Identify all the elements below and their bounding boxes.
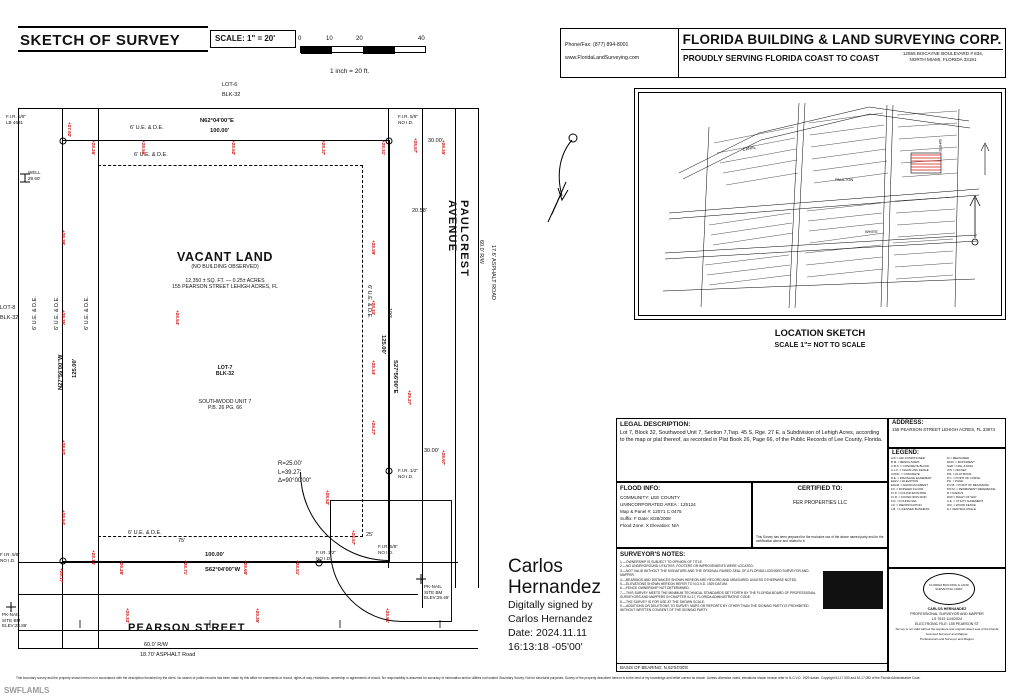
survey-document: SKETCH OF SURVEY SCALE: 1" = 20' 0 10 20 40 1 inch = 20 ft. Phone/Fax: (877) 894-8001 www.FloridaLandSurveying.com FLORIDA BUILDING & LAND SURVEYING CORP. PROUDLY SERVING FLORIDA COAST TO COAST 12555 BISCAYNE BOULEVARD # 834, NORTH MIAMI, FLORIDA 33181 CANAL PAULTON WHITE WHITE LOCATION SKETCH SCALE 1"= NOT TO SCALE LEGAL DESCRIPTION: Lot 7, Block 32, Southwood Unit 7, Section 7,Twp. 45 S, Rge. 27 E, a Subdivision of Lehigh Acres, according to the map or plat thereof, as recorded in Plat Book 26, Page 66, of the Public Records of Lee County, Florida. FLOOD INFO: COMMUNITY: LEE COUNTY UNINCORPORATED AREA : 125124 Map & Panel #: 12071 C 0475 Suffix: F Date: 8/28/2008 Flood Zone: X Elevation: N/A CERTIFIED TO: FER PROPERTIES LLC This Survey has been prepared for the exclusive use of the above named party and for the certification above and related to it. SURVEYOR'S NOTES: 1.—OWNERSHIP IS SUBJECT TO OPINION OF TITLE. 2.—NO UNDERGROUND UTILITIES, FOOTERS OR IMPROVEMENTS WERE LOCATED. 3.—NOT VALID WITHOUT THE SIGNATURE AND THE ORIGINAL RAISED SEAL OF A FLORIDA LICENSED SURVEYOR AND MAPPER. 4.—BEARINGS AND DISTANCES SHOWN HEREON ARE RECORD AND MEASURED UNLESS OTHERWISE NOTED. 5.—ELEVATIONS SHOWN HEREON REFER TO N.G.V.D. 1929 DATUM. 6.—FENCE OWNERSHIP NOT DETERMINED. 7.—THIS SURVEY MEETS THE MINIMUM TECHNICAL STANDARDS SET FORTH BY THE FLORIDA BOARD OF PROFESSIONAL SURVEYORS AND MAPPERS IN CHAPTER 5J-17, FLORIDA ADMINISTRATIVE CODE. 8.—THE SURVEY IS FOR USE AT THE SHOWN SCALE. 9.—ADDITIONS OR DELETIONS TO SURVEY MAPS OR REPORTS BY OTHER THAN THE SIGNING PARTY IS PROHIBITED WITHOUT WRITTEN CONSENT OF THE SIGNING PARTY. BASIS OF BEARING: N.62'04'00'E ADDRESS: 155 PEARSON STREET LEHIGH ACRES, FL 33974 LEGEND: A/C = AIR CONDITIONER B.M. = BENCH MARK C.B.S. = CONCRETE BLOCK C.L.F. = CHAIN LINK FENCE CONC. = CONCRETE D.E. = DRAINAGE EASEMENT ELEV. = ELEVATION ENCR. = ENCROACHMENT F.F. = FINISHED FLOOR F.I.P. = FOUND IRON PIPE F.I.R. = FOUND IRON ROD F.N. = FOUND NAIL I.D. = IDENTIFICATION L.B. = LICENSED BUSINESS M = MEASURED MON. = MONUMENT N&D = NAIL & DISK O/S = OFFSET P.B. = PLAT BOOK P.C. = POINT OF CURVE PG. = PAGE P.O.B. = POINT OF BEGINNING P.R.M. = PERMANENT REFERENCE R = RADIUS R/W = RIGHT OF WAY U.E. = UTILITY EASEMENT W.F. = WOOD FENCE Δ = CENTRAL ANGLE FLORIDA BUILDING & LAND SURVEYING CORP. CARLOS HERNANDEZ PROFESSIONAL SURVEYOR AND MAPPER LS 7619 11/4/2024 ELECTRONIC FILE: 155 PEARSON ST Survey is not valid without the signature and original raised seal of the Florida Licensed Surveyor and Mapper. Professional Land Surveyor and Mapper This boundary survey and the property shown hereon is in accordance with the description furnished by the client. No search of public records has been made by this office for easements of record, rights-of-way, restrictions, ownership or agreements of record. No responsibility is assumed for accuracy of information and/or utilities not located. Boundary Survey. Not for structural purposes. Survey of the property described hereon is to the best of my knowledge and belief correct as shown. Unless otherwise noted, elevations shown hereon refer to N.G.V.D. 1929 datum. Copyright 5J-17.050 and 5J-17.052 of the Florida Administrative Code. SWFLAMLS Carlos Hernandez Digitally signed by Carlos Hernandez Date: 2024.11.11 16:13:18 -05'00' N62°04'00"E 100.00' 100.00' S62°04'00"W N27°56'00"W 125.00' S27°56'00"E 125.00' 6' U.E. & D.E. 6' U.E. & D.E. 6' U.E. & D.E. 6' U.E. & D.E. 6' U.E. & D.E. 6' U.E. & D.E. 6' U.E. & D.E. LOT-6 BLK-32 LOT-8 BLK-32 VACANT LAND (NO BUILDING OBSERVED) 12,350 ± SQ. FT. — 0.25± ACRES 155 PEARSON STREET LEHIGH ACRES, FL LOT-7 BLK-32 SOUTHWOOD UNIT 7 P.B. 26 PG. 66 30.00' 20.58' 100' 30.00' 75' 25' R=25.00' L=39.27' Δ=90°00'00" F.I.R. 5/8" LB 4631 F.I.R. 5/8" NO I.D. F.I.R. 1/2" NO I.D. F.I.R. 1/2" NO I.D. F.I.R. 5/8" NO I.D. F.I.R. 5/8" NO I.D. PK-NAIL SITE BM ELEV:29.45' PK-NAIL SITE BM ELEV:28.86' WELL 29.60' PAULCREST AVENUE 60.0' R/W 17.6' ASPHALT ROAD PEARSON STREET 60.0' R/W 18.70' ASPHALT Road +27.92' +28.26' +28.56' +28.52' +28.37' +28.31' +28.35' +28.57' +28.39' +28.35' +28.52' +28.54' +28.39' +28.33' +28.34' +29.27' +29.27' +28.97' +28.54' +28.52' +28.57' +28.51' +28.68' +28.71' +29.28' +28.14' +28.17' +29.33' +29.35' +28.51' — [0, 0, 1024, 699]
pearson-pave: 18.70' ASPHALT Road — [140, 652, 196, 658]
scale-bar — [300, 46, 426, 53]
ue-label-west-2: 6' U.E. & D.E. — [84, 296, 90, 330]
scale-bar-caption: 1 inch = 20 ft. — [330, 68, 370, 75]
parcel-drawing — [0, 60, 560, 680]
elev-tick: +28.35' — [441, 140, 446, 156]
elev-tick: +28.39' — [371, 240, 376, 256]
offset-2058: 20.58' — [412, 208, 427, 214]
elev-tick: +29.27' — [371, 420, 376, 436]
subdivision-line-2: P.B. 26 PG. 66 — [208, 405, 242, 411]
seal-line-3: LS 7619 11/4/2024 — [931, 617, 963, 621]
offset-75: 75' — [178, 538, 186, 544]
benchmark-symbol-2 — [4, 600, 18, 614]
curve-delta: Δ=90°00'00" — [278, 478, 312, 484]
disclaimer-text: This boundary survey and the property shown hereon is in accordance with the description furnished by the client. No search of public records has been made by this office for easements of record, rights-of-way, restrictions, ownership or agreements of record. No responsibility is assumed for accuracy of information and/or utilities not located. Boundary Survey. Not for structural purposes. Survey of the property described hereon is to the best of my knowledge and belief correct as shown. Unless otherwise noted, elevations shown hereon refer to N.G.V.D. 1929 datum. Copyright 5J-17.050 and 5J-17.052 of the Florida Administrative Code. — [16, 676, 921, 680]
monument-symbol-ne — [382, 134, 396, 148]
flood-line-2: UNINCORPORATED AREA : 125124 — [620, 502, 696, 507]
signature-line-1: Digitally signed by — [508, 599, 593, 611]
row-line-west — [18, 108, 19, 648]
monument-2: F.I.R. 5/8" NO I.D. — [398, 114, 419, 125]
street-centerline-east — [455, 108, 456, 588]
flood-line-3: Map & Panel #: 12071 C 0475 — [620, 509, 682, 514]
scale-label-box — [210, 30, 296, 48]
title-block — [560, 28, 1006, 78]
seal-block — [888, 568, 1006, 672]
well-label: WELL 29.60' — [28, 170, 41, 181]
elev-tick: +28.31' — [381, 140, 386, 156]
subdivision-line-1: SOUTHWOOD UNIT 7 — [198, 399, 252, 405]
address-body: 155 PEARSON STREET LEHIGH ACRES, FL 33974 — [892, 427, 995, 432]
elev-tick: +28.35' — [61, 310, 66, 326]
title-block-divider — [681, 49, 1003, 50]
curve-length: L=39.27' — [278, 469, 302, 476]
surveyor-seal-icon — [923, 573, 975, 605]
elev-tick: +28.39' — [61, 230, 66, 246]
street-name-pearson: PEARSON STREET — [128, 622, 246, 634]
elev-tick: +28.97' — [441, 450, 446, 466]
legal-body: Lot 7, Block 32, Southwood Unit 7, Section 7,Twp. 45 S, Rge. 27 E, a Subdivision of Lehigh Acres, according to the map or plat thereof, as recorded in Plat Book 26, Page 66, of the Public Records of Lee County, Florida. — [620, 430, 883, 444]
signature-image — [823, 571, 883, 609]
elev-tick: +27.92' — [67, 122, 72, 138]
address-block — [888, 418, 1006, 448]
bearing-south: S62°04'00"W — [205, 567, 241, 573]
row-line-top — [18, 108, 478, 109]
ue-label-west: 6' U.E. & D.E. — [54, 296, 60, 330]
monument-bm-2: PK-NAIL SITE BM ELEV:28.86' — [2, 612, 28, 629]
street-tick-marks — [70, 620, 450, 636]
location-sketch-subtitle: SCALE 1"= NOT TO SCALE — [774, 342, 866, 349]
company-address: 12555 BISCAYNE BOULEVARD # 834, NORTH MIAMI, FLORIDA 33181 — [902, 51, 984, 62]
svg-text:CANAL: CANAL — [742, 144, 757, 152]
offset-30-top: 30.00' — [428, 138, 443, 144]
seal-line-2: PROFESSIONAL SURVEYOR AND MAPPER — [910, 612, 984, 616]
dim-south: 100.00' — [205, 552, 225, 558]
legend-column-2: M = MEASURED MON. = MONUMENT N&D = NAIL & DISK O/S = OFFSET P.B. = PLAT BOOK P.C. = POINT OF CURVE PG. = PAGE P.O.B. = POINT OF BEGINNING P.R.M. = PERMANENT REFERENCE R = RADIUS R/W = RIGHT OF WAY U.E. = UTILITY EASEMENT W.F. = WOOD FENCE Δ = CENTRAL ANGLE — [947, 456, 996, 511]
elev-tick: +28.52' — [231, 140, 236, 156]
flood-line-4: Suffix: F Date: 8/28/2008 — [620, 516, 671, 521]
legend-column-1: A/C = AIR CONDITIONER B.M. = BENCH MARK C.B.S. = CONCRETE BLOCK C.L.F. = CHAIN LINK FENCE CONC. = CONCRETE D.E. = DRAINAGE EASEMENT ELEV. = ELEVATION ENCR. = ENCROACHMENT F.F. = FINISHED FLOOR F.I.P. = FOUND IRON PIPE F.I.R. = FOUND IRON ROD F.N. = FOUND NAIL I.D. = IDENTIFICATION L.B. = LICENSED BUSINESS — [891, 456, 932, 511]
lot8-label: LOT-8 — [0, 305, 16, 311]
offset-25: 25' — [366, 532, 374, 538]
seal-circle-text: FLORIDA BUILDING & LAND SURVEYING CORP. — [929, 583, 969, 591]
company-name: FLORIDA BUILDING & LAND SURVEYING CORP. — [682, 32, 1002, 47]
monument-1: F.I.R. 5/8" LB 4631 — [6, 114, 27, 125]
dim-east: 125.00' — [380, 335, 386, 355]
monument-6: F.I.R. 5/8" NO I.D. — [0, 552, 21, 563]
blk32-label: BLK-32 — [215, 371, 235, 377]
flood-line-1: COMMUNITY: LEE COUNTY — [620, 495, 680, 500]
website-text: www.FloridaLandSurveying.com — [565, 55, 640, 61]
dim-west: 125.00' — [72, 358, 78, 378]
elev-tick: +29.33' — [125, 608, 130, 624]
notes-heading: SURVEYOR'S NOTES: — [620, 551, 686, 558]
monument-symbol-se — [382, 464, 396, 478]
seal-line-6: Professional Land Surveyor and Mapper — [920, 637, 974, 641]
curve-radius: R=25.00' — [278, 461, 302, 467]
elev-tick: +28.56' — [141, 140, 146, 156]
svg-text:PAULTON: PAULTON — [835, 177, 854, 182]
elev-tick: +28.54' — [61, 510, 66, 526]
elev-tick: +28.14' — [91, 550, 96, 566]
flood-heading: FLOOD INFO: — [620, 485, 661, 492]
row-line-south — [18, 648, 478, 649]
curve-row-line — [330, 500, 452, 622]
elev-tick: +28.57' — [351, 530, 356, 546]
bearing-east: S27°56'00"E — [392, 360, 398, 394]
monument-3: F.I.R. 1/2" NO I.D. — [398, 468, 419, 479]
elev-tick: +28.34' — [371, 360, 376, 376]
page-title: SKETCH OF SURVEY — [20, 32, 181, 49]
elev-tick: +28.51' — [295, 560, 300, 576]
elev-tick: +28.54' — [175, 310, 180, 326]
elev-tick: +28.52' — [61, 440, 66, 456]
surveyor-notes-block — [616, 548, 888, 672]
title-block-contact — [561, 29, 679, 77]
row-line-east — [478, 108, 479, 588]
offset-30-bottom: 30.00' — [424, 448, 439, 454]
ue-label-east: 6' U.E. & D.E. — [366, 285, 372, 319]
street-name-paulcrest: PAULCREST AVENUE — [446, 200, 470, 278]
basis-of-bearing: BASIS OF BEARING: N.62'04'00'E — [617, 663, 887, 671]
elev-tick: +29.28' — [119, 560, 124, 576]
seal-line-4: ELECTRONIC FILE: 155 PEARSON ST — [915, 622, 979, 626]
elev-tick: +28.17' — [59, 568, 64, 584]
ue-label-top-2: 6' U.E. & D.E. — [134, 152, 168, 158]
lot6-label: LOT-6 — [222, 82, 238, 88]
certified-heading: CERTIFIED TO: — [797, 485, 843, 492]
lot7-label: LOT-7 — [217, 365, 233, 371]
vacant-title: VACANT LAND — [177, 250, 273, 264]
ue-label-bottom: 6' U.E. & D.E. — [128, 530, 162, 536]
ue-label-row-west: 6' U.E. & D.E. — [32, 296, 38, 330]
vacant-land-label — [120, 250, 330, 290]
certified-to-block — [752, 482, 888, 548]
signature-line-4: 16:13:18 -05'00' — [508, 641, 583, 653]
location-sketch-frame — [634, 88, 1006, 320]
monument-symbol-nw — [56, 134, 70, 148]
lot7-block-label — [180, 365, 270, 411]
seal-line-1: CARLOS HERNANDEZ — [927, 607, 967, 611]
signature-name: Carlos Hernandez — [508, 556, 601, 598]
elev-tick: +28.33' — [371, 300, 376, 316]
title-block-main — [679, 29, 1005, 77]
offset-100: 100' — [386, 308, 392, 319]
certified-fine-print: This Survey has been prepared for the exclusive use of the above named party and for the certification above and related to it. — [756, 535, 884, 543]
elev-tick: +28.26' — [91, 140, 96, 156]
elev-tick: +29.27' — [407, 390, 412, 406]
blk8-label: BLK-32 — [0, 315, 19, 321]
vacant-subtitle: (NO BUILDING OBSERVED) — [191, 264, 259, 270]
flood-line-5: Flood Zone: X Elevation: N/A — [620, 523, 680, 528]
location-sketch-svg — [639, 93, 1002, 316]
scale-label: SCALE: 1" = 20' — [215, 34, 276, 43]
phone-text: Phone/Fax: (877) 894-8001 — [565, 42, 629, 48]
elev-tick: +28.52' — [325, 490, 330, 506]
header-rule-top — [18, 26, 208, 28]
site-address: 155 PEARSON STREET LEHIGH ACRES, FL — [172, 284, 278, 290]
pearson-row: 60.0' R/W — [144, 642, 168, 648]
header-rule-bottom — [18, 50, 208, 52]
elev-tick: +28.57' — [413, 138, 418, 154]
elev-tick: +28.51' — [385, 608, 390, 624]
monument-4: F.I.R. 1/2" NO I.D. — [316, 550, 337, 561]
watermark: SWFLAMLS — [4, 686, 50, 695]
legend-heading: LEGEND: — [892, 450, 919, 456]
signature-line-2: Carlos Hernandez — [508, 613, 593, 625]
flood-info-block — [616, 482, 752, 548]
bearing-north: N62°04'00"E — [200, 118, 234, 124]
location-sketch-title: LOCATION SKETCH — [774, 328, 866, 339]
elev-tick: +28.37' — [321, 140, 326, 156]
elev-tick: +28.68' — [243, 560, 248, 576]
north-arrow-icon-2 — [960, 190, 990, 250]
certified-party: FER PROPERTIES LLC — [792, 500, 848, 506]
well-icon — [18, 172, 32, 184]
blk6-label: BLK-32 — [222, 92, 241, 98]
legal-description-block — [616, 418, 888, 482]
curve-data — [278, 460, 311, 486]
location-sketch-map — [638, 92, 1002, 316]
legal-heading: LEGAL DESCRIPTION: — [620, 421, 691, 428]
benchmark-symbol — [414, 572, 428, 586]
bearing-west: N27°56'00"W — [58, 354, 64, 390]
parcel-area: 12,350 ± SQ. FT. — 0.25± ACRES — [185, 278, 265, 284]
elev-tick: +29.35' — [255, 608, 260, 624]
monument-5: F.I.R. 5/8" NO I.D. — [378, 544, 399, 555]
paulcrest-row: 60.0' R/W — [478, 240, 484, 264]
monument-symbol-sw — [56, 554, 70, 568]
notes-body: 1.—OWNERSHIP IS SUBJECT TO OPINION OF TITLE. 2.—NO UNDERGROUND UTILITIES, FOOTERS OR IMPROVEMENTS WERE LOCATED. 3.—NOT VALID WITHOUT THE SIGNATURE AND THE ORIGINAL RAISED SEAL OF A FLORIDA LICENSED SURVEYOR AND MAPPER. 4.—BEARINGS AND DISTANCES SHOWN HEREON ARE RECORD AND MEASURED UNLESS OTHERWISE NOTED. 5.—ELEVATIONS SHOWN HEREON REFER TO N.G.V.D. 1929 DATUM. 6.—FENCE OWNERSHIP NOT DETERMINED. 7.—THIS SURVEY MEETS THE MINIMUM TECHNICAL STANDARDS SET FORTH BY THE FLORIDA BOARD OF PROFESSIONAL SURVEYORS AND MAPPERS IN CHAPTER 5J-17, FLORIDA ADMINISTRATIVE CODE. 8.—THE SURVEY IS FOR USE AT THE SHOWN SCALE. 9.—ADDITIONS OR DELETIONS TO SURVEY MAPS OR REPORTS BY OTHER THAN THE SIGNING PARTY IS PROHIBITED WITHOUT WRITTEN CONSENT OF THE SIGNING PARTY. — [620, 560, 816, 613]
address-heading: ADDRESS: — [892, 420, 924, 426]
paulcrest-pave: 17.6' ASPHALT ROAD — [490, 245, 496, 300]
signature-line-3: Date: 2024.11.11 — [508, 627, 588, 639]
svg-text:WHITE: WHITE — [865, 229, 878, 234]
legend-block — [888, 448, 1006, 568]
monument-symbol-pc — [312, 556, 326, 570]
elev-tick: +28.71' — [183, 560, 188, 576]
svg-text:WHITE: WHITE — [938, 139, 943, 152]
monument-bm-1: PK-NAIL SITE BM ELEV:29.45' — [424, 584, 450, 601]
company-tagline: PROUDLY SERVING FLORIDA COAST TO COAST — [683, 53, 880, 63]
ue-label-top: 6' U.E. & D.E. — [130, 125, 164, 131]
seal-line-5: Survey is not valid without the signature and original raised seal of the Florida Licensed Surveyor and Mapper. — [895, 627, 999, 636]
dim-north: 100.00' — [210, 128, 230, 134]
